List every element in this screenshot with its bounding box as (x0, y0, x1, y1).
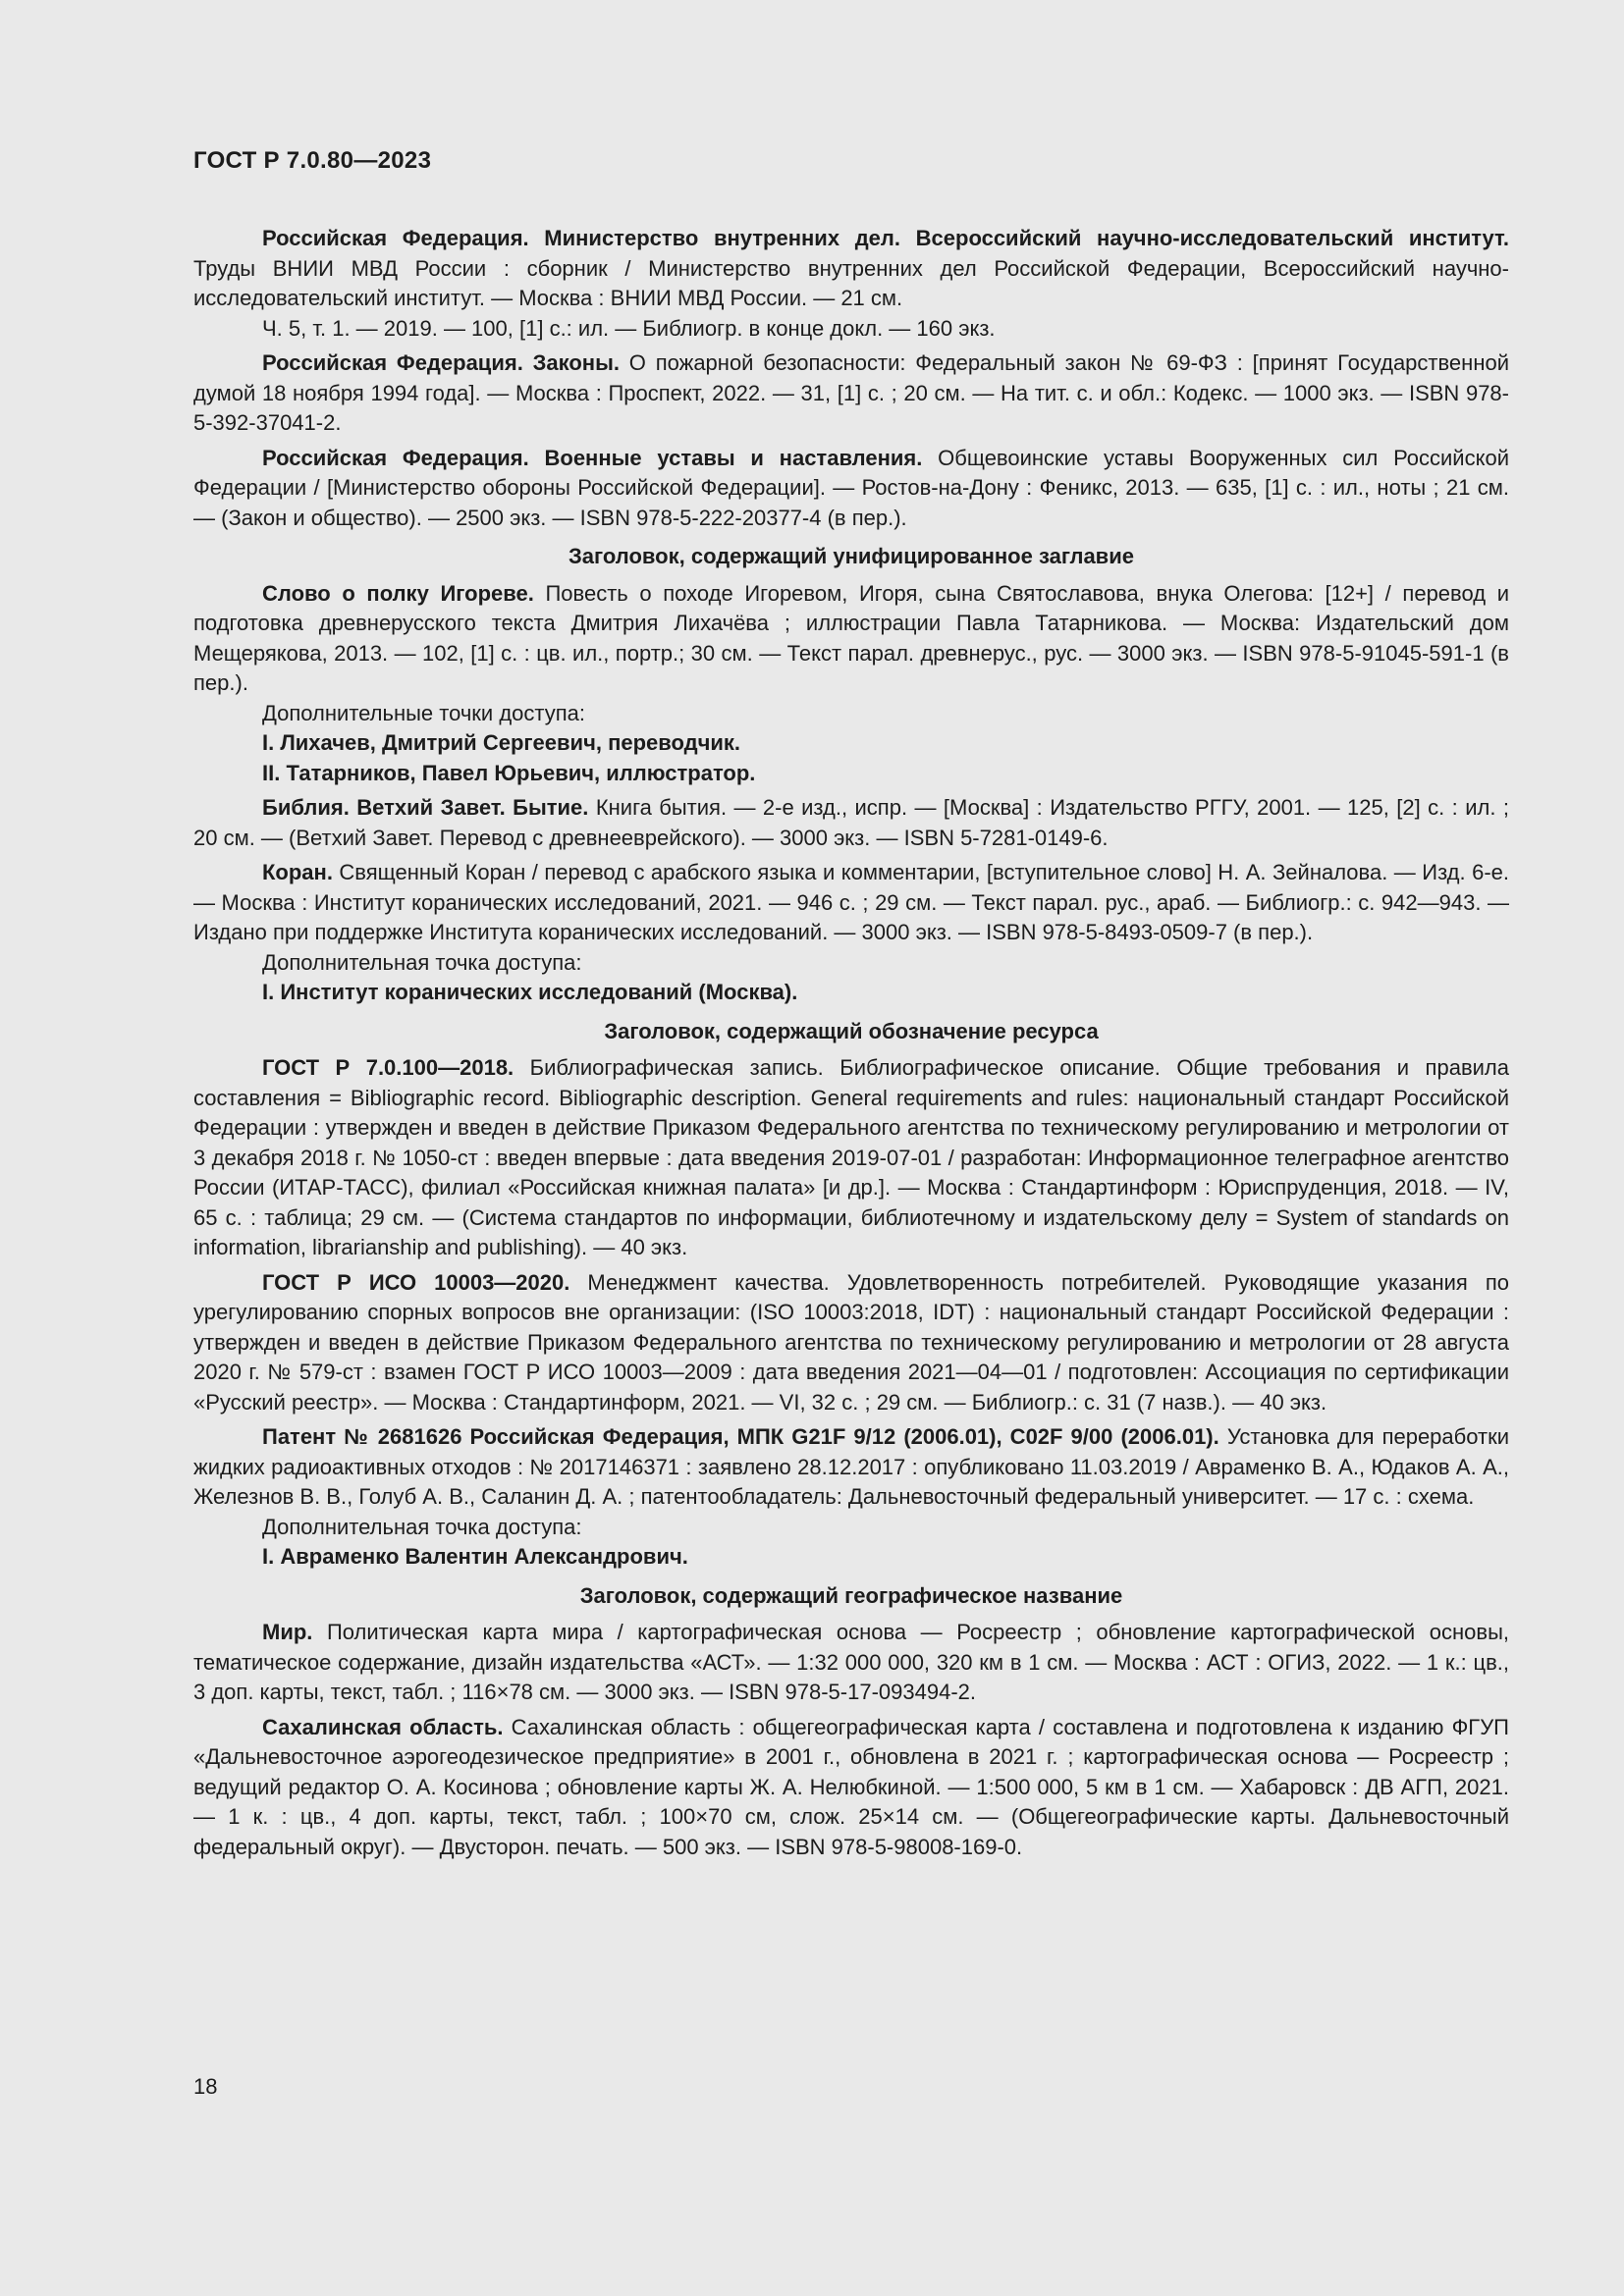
bibliographic-entry (193, 444, 1509, 534)
bibliographic-entry (193, 793, 1509, 853)
access-point: II. Татарников, Павел Юрьевич, иллюстратор. (262, 760, 756, 785)
entry-description: Сахалинская область : общегеографическая карта / составлена и подготовлена к изданию ФГУП «Дальневосточное аэрогеодезическое предприятие» в 2001 г., обновлена в 2021 г. ; картографическая основа — Росреестр ; ведущий редактор О. А. Косинова ; обновление карты Ж. А. Нелюбкиной. — 1:500 000, 5 км в 1 см. — Хабаровск : ДВ АГП, 2021. — 1 к. : цв., 4 доп. карты, текст, табл. ; 100×70 см, слож. 25×14 см. — (Общегеографические карты. Дальневосточный федеральный округ). — Двусторон. печать. — 500 экз. — ISBN 978-5-98008-169-0. (193, 1714, 1509, 1859)
bibliographic-entry (193, 1053, 1509, 1263)
entry-heading: Российская Федерация. Министерство внутренних дел. Всероссийский научно-исследовательский институт. (262, 226, 1509, 250)
bibliographic-entry (193, 348, 1509, 439)
entry-heading: Мир. (262, 1620, 313, 1644)
entry-heading: Российская Федерация. Военные уставы и наставления. (262, 445, 923, 470)
entry-description: Библиографическая запись. Библиографическое описание. Общие требования и правила составления = Bibliographic record. Bibliographic description. General requirements and rules: национальный стандарт Российской Федерации : утвержден и введен в действие Приказом Федерального агентства по техническому регулированию и метрологии от 3 декабря 2018 г. № 1050-ст : введен впервые : дата введения 2019-07-01 / разработан: Информационное телеграфное агентство России (ИТАР-ТАСС), филиал «Российская книжная палата» [и др.]. — Москва : Стандартинформ : Юриспруденция, 2018. — IV, 65 с. : таблица; 29 см. — (Система стандартов по информации, библиотечному и издательскому делу = System of standards on information, librarianship and publishing). — 40 экз. (193, 1055, 1509, 1259)
entry-description: Общевоинские уставы Вооруженных сил Российской Федерации / [Министерство обороны Российской Федерации]. — Ростов-на-Дону : Феникс, 2013. — 635, [1] с. : ил., ноты ; 21 см. — (Закон и общество). — 2500 экз. — ISBN 978-5-222-20377-4 (в пер.). (193, 445, 1509, 530)
standard-header: ГОСТ Р 7.0.80—2023 (193, 147, 432, 174)
entry-heading: Российская Федерация. Законы. (262, 350, 620, 375)
bibliographic-entry (193, 858, 1509, 948)
bibliographic-entry (193, 1713, 1509, 1863)
bibliographic-entry (193, 579, 1509, 699)
entry-heading: Слово о полку Игореве. (262, 580, 534, 606)
entry-description: Установка для переработки жидких радиоактивных отходов : № 2017146371 : заявлено 28.12.2017 : опубликовано 11.03.2019 / Авраменко В. А., Юдаков А. А., Железнов В. В., Голуб А. В., Саланин Д. А. ; патентообладатель: Дальневосточный федеральный университет. — 17 с. : схема. (193, 1424, 1509, 1509)
section-heading: Заголовок, содержащий обозначение ресурса (604, 1018, 1099, 1043)
page-number: 18 (193, 2074, 218, 2099)
entry-description: Труды ВНИИ МВД России : сборник / Министерство внутренних дел Российской Федерации, Всероссийский научно-исследовательский институт. — Москва : ВНИИ МВД России. — 21 см. (193, 255, 1509, 310)
access-point: I. Лихачев, Дмитрий Сергеевич, переводчик. (262, 730, 741, 755)
bibliographic-entry (193, 1268, 1509, 1418)
entry-heading: ГОСТ Р ИСО 10003—2020. (262, 1269, 570, 1295)
section-heading: Заголовок, содержащий унифицированное заглавие (568, 544, 1134, 568)
bibliographic-entry (193, 224, 1509, 314)
entry-note: Дополнительные точки доступа: (262, 700, 585, 725)
entry-description: Менеджмент качества. Удовлетворенность потребителей. Руководящие указания по урегулированию спорных вопросов вне организации: (ISO 10003:2018, IDT) : национальный стандарт Российской Федерации : утвержден и введен в действие Приказом Федерального агентства по техническому регулированию и метрологии от 28 августа 2020 г. № 579-ст : взамен ГОСТ Р ИСО 10003—2009 : дата введения 2021—04—01 / подготовлен: Ассоциация по сертификации «Русский реестр». — Москва : Стандартинформ, 2021. — VI, 32 с. ; 29 см. — Библиогр.: с. 31 (7 назв.). — 40 экз. (193, 1269, 1510, 1415)
entry-heading: Коран. (262, 860, 333, 884)
entry-heading: ГОСТ Р 7.0.100—2018. (262, 1055, 514, 1080)
bibliographic-entry (193, 1422, 1509, 1513)
entry-description: Священный Коран / перевод с арабского языка и комментарии, [вступительное слово] Н. А. Зейналова. — Изд. 6-е. — Москва : Институт коранических исследований, 2021. — 946 с. ; 29 см. — Текст парал. рус., араб. — Библиогр.: с. 942—943. — Издано при поддержке Института коранических исследований. — 3000 экз. — ISBN 978-5-8493-0509-7 (в пер.). (193, 860, 1509, 944)
entry-heading: Патент № 2681626 Российская Федерация, МПК G21F 9/12 (2006.01), C02F 9/00 (2006.01). (262, 1424, 1219, 1449)
entry-description: Книга бытия. — 2-е изд., испр. — [Москва] : Издательство РГГУ, 2001. — 125, [2] с. : ил. ; 20 см. — (Ветхий Завет. Перевод с древнееврейского). — 3000 экз. — ISBN 5-7281-0149-6. (193, 795, 1509, 850)
entry-description: О пожарной безопасности: Федеральный закон № 69-ФЗ : [принят Государственной думой 18 ноября 1994 года]. — Москва : Проспект, 2022. — 31, [1] с. ; 20 см. — На тит. с. и обл.: Кодекс. — 1000 экз. — ISBN 978-5-392-37041-2. (193, 350, 1509, 435)
section-heading: Заголовок, содержащий географическое название (579, 1582, 1123, 1608)
entry-description: Повесть о походе Игоревом, Игоря, сына Святославова, внука Олегова: [12+] / перевод и подготовка древнерусского текста Дмитрия Лихачёва ; иллюстрации Павла Татарникова. — Москва: Издательский дом Мещерякова, 2013. — 102, [1] с. : цв. ил., портр.; 30 см. — Текст парал. древнерус., рус. — 3000 экз. — ISBN 978-5-91045-591-1 (в пер.). (193, 580, 1509, 695)
bibliography-content (193, 224, 1509, 1862)
entry-note: Дополнительная точка доступа: (262, 1514, 582, 1539)
entry-note: Дополнительная точка доступа: (262, 949, 582, 975)
entry-heading: Библия. Ветхий Завет. Бытие. (262, 795, 589, 820)
access-point: I. Институт коранических исследований (Москва). (262, 980, 798, 1004)
access-point: I. Авраменко Валентин Александрович. (262, 1544, 688, 1569)
bibliographic-entry (193, 1618, 1509, 1708)
entry-note: Ч. 5, т. 1. — 2019. — 100, [1] с.: ил. — Библиогр. в конце докл. — 160 экз. (262, 315, 996, 341)
entry-description: Политическая карта мира / картографическая основа — Росреестр ; обновление картографической основы, тематическое содержание, дизайн издательства «АСТ». — 1:32 000 000, 320 км в 1 см. — Москва : АСТ : ОГИЗ, 2022. — 1 к.: цв., 3 доп. карты, текст, табл. ; 116×78 см. — 3000 экз. — ISBN 978-5-17-093494-2. (193, 1620, 1509, 1704)
entry-heading: Сахалинская область. (262, 1714, 504, 1739)
